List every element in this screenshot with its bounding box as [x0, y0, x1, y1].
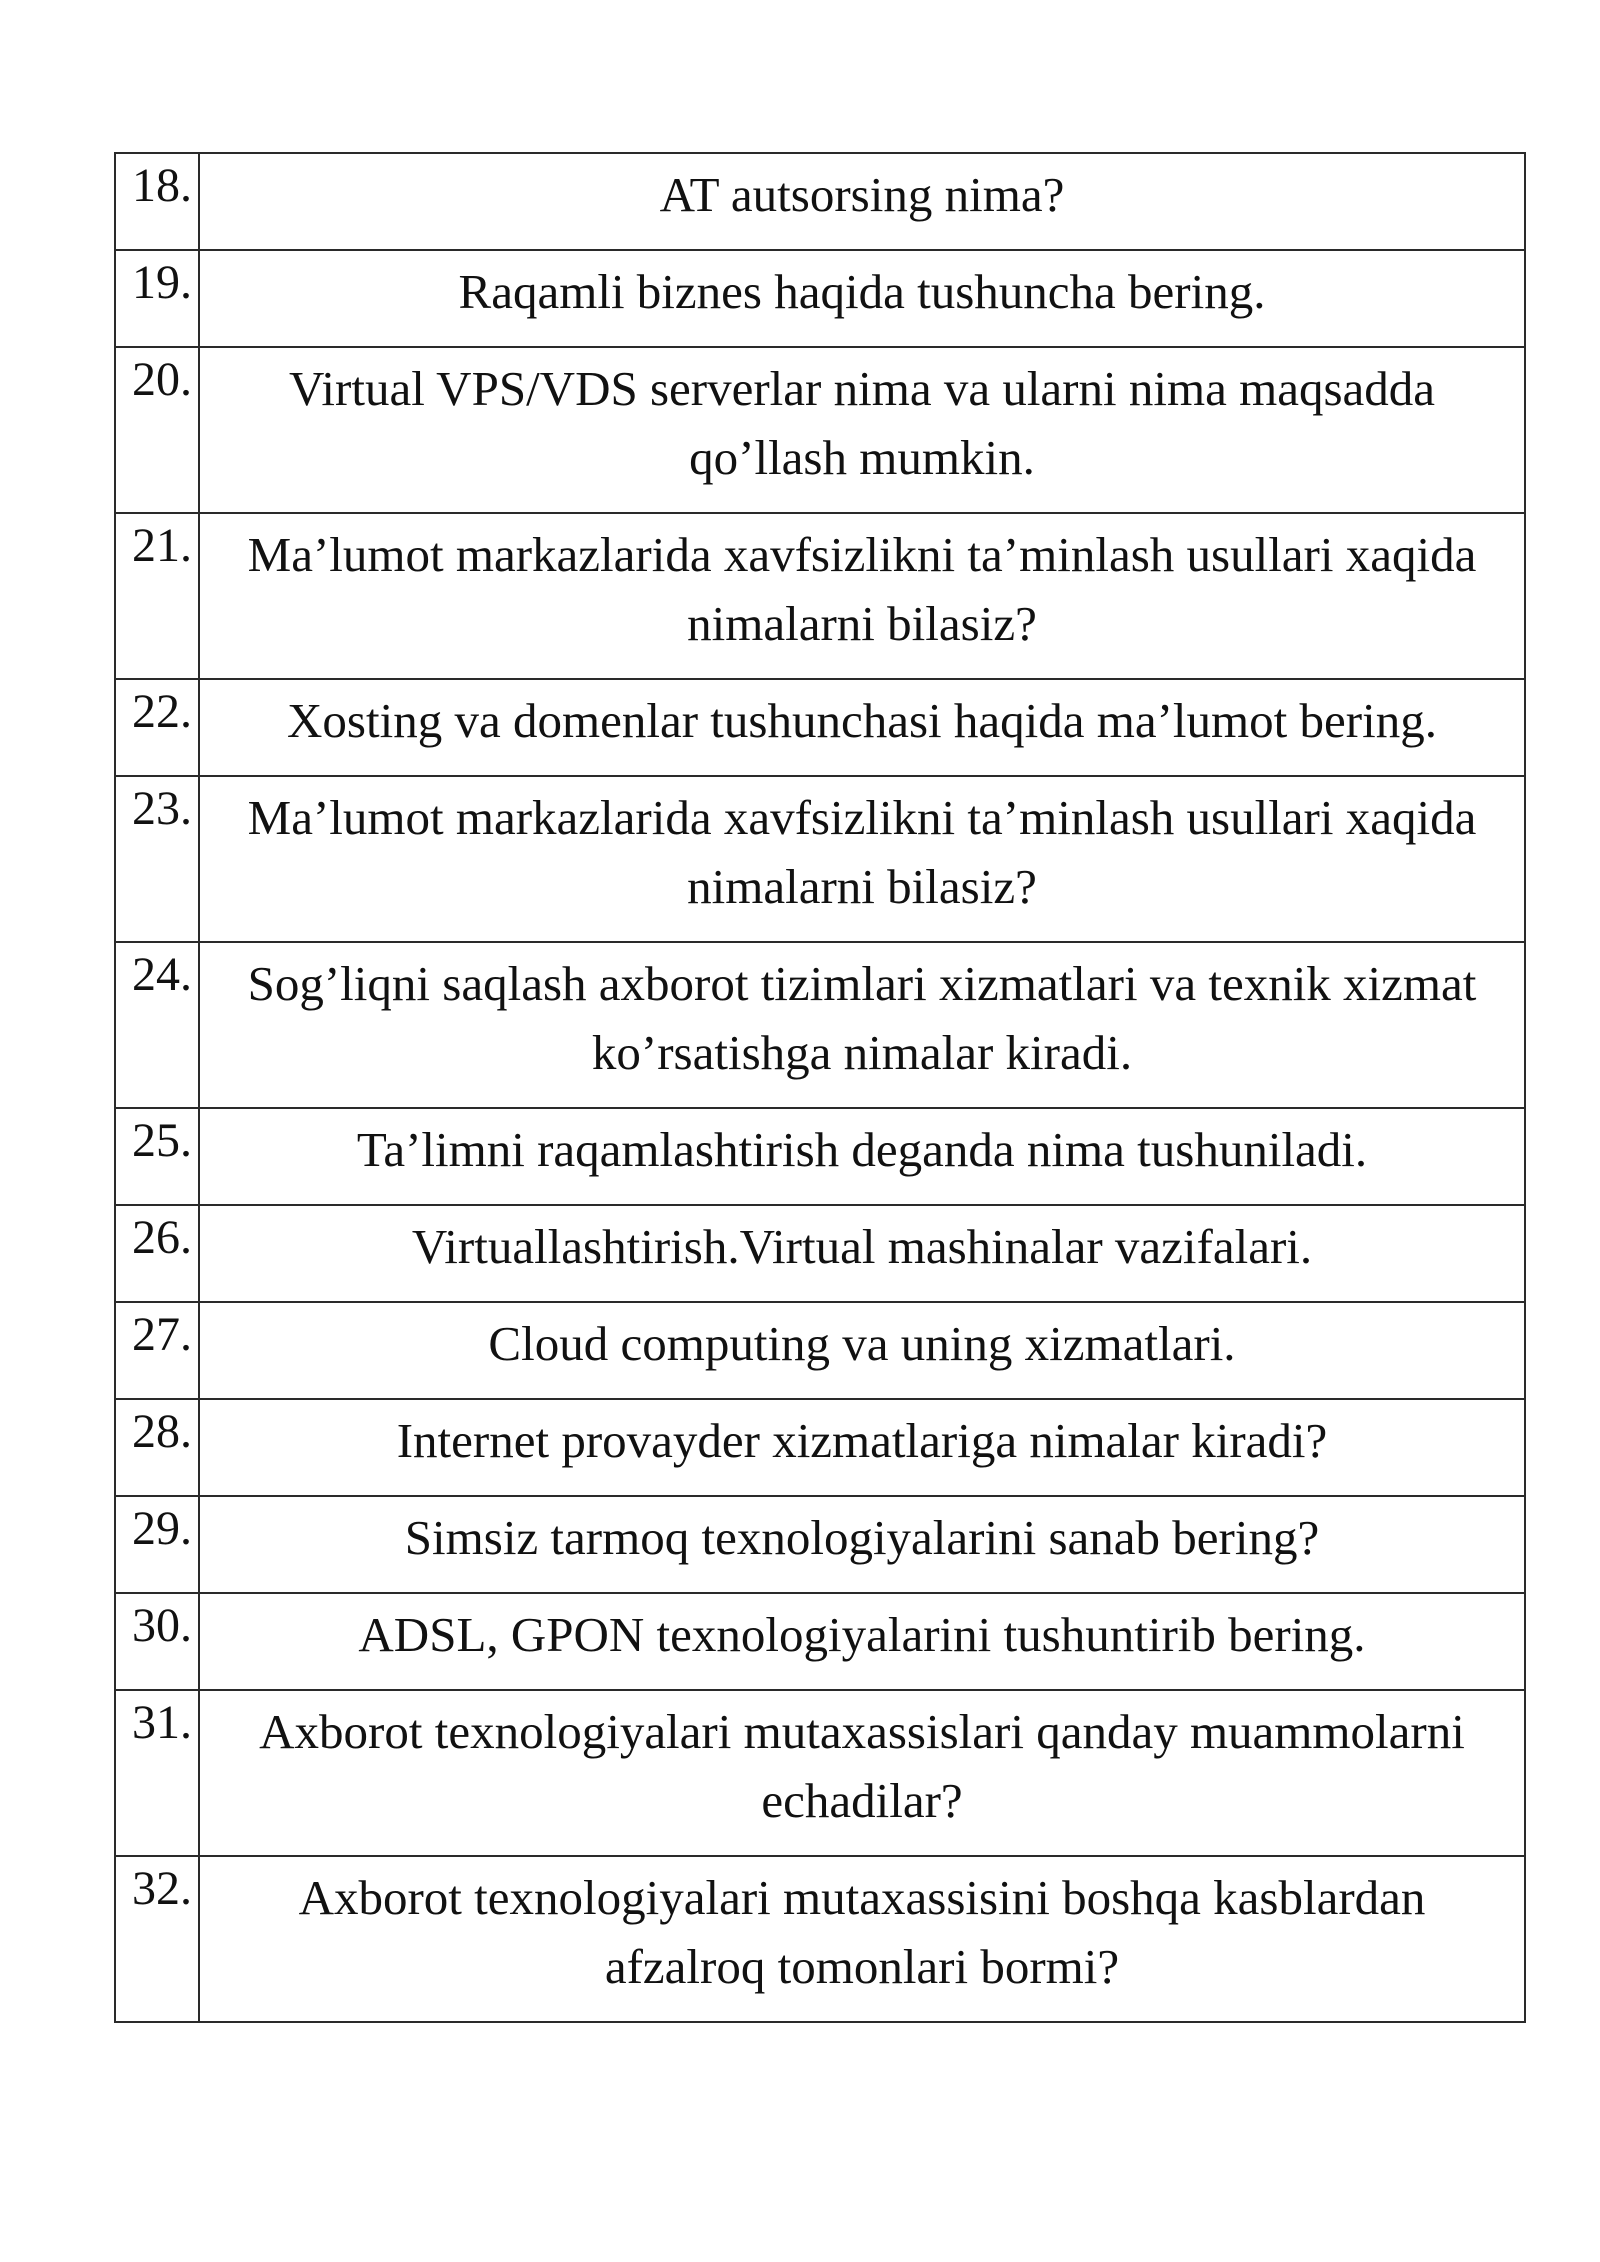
question-text: ADSL, GPON texnologiyalarini tushuntirib bering.	[199, 1593, 1525, 1690]
table-row	[115, 942, 1525, 1108]
table-row	[115, 1302, 1525, 1399]
question-number: 19.	[115, 250, 199, 347]
table-row	[115, 1856, 1525, 2022]
table-row	[115, 1108, 1525, 1205]
question-number: 30.	[115, 1593, 199, 1690]
question-number: 28.	[115, 1399, 199, 1496]
question-number: 23.	[115, 776, 199, 942]
question-number: 32.	[115, 1856, 199, 2022]
table-row	[115, 679, 1525, 776]
question-number: 22.	[115, 679, 199, 776]
question-text: Ta’limni raqamlashtirish deganda nima tushuniladi.	[199, 1108, 1525, 1205]
question-number: 31.	[115, 1690, 199, 1856]
question-number: 26.	[115, 1205, 199, 1302]
question-text: Virtuallashtirish.Virtual mashinalar vazifalari.	[199, 1205, 1525, 1302]
question-text: Axborot texnologiyalari mutaxassisini boshqa kasblardan afzalroq tomonlari bormi?	[199, 1856, 1525, 2022]
question-number: 21.	[115, 513, 199, 679]
questions-table	[114, 152, 1526, 2023]
question-number: 20.	[115, 347, 199, 513]
question-text: Simsiz tarmoq texnologiyalarini sanab bering?	[199, 1496, 1525, 1593]
question-number: 27.	[115, 1302, 199, 1399]
question-text: Virtual VPS/VDS serverlar nima va ularni nima maqsadda qo’llash mumkin.	[199, 347, 1525, 513]
question-text: Sog’liqni saqlash axborot tizimlari xizmatlari va texnik xizmat ko’rsatishga nimalar kiradi.	[199, 942, 1525, 1108]
table-row	[115, 513, 1525, 679]
question-text: Axborot texnologiyalari mutaxassislari qanday muammolarni echadilar?	[199, 1690, 1525, 1856]
question-number: 24.	[115, 942, 199, 1108]
question-text: Internet provayder xizmatlariga nimalar kiradi?	[199, 1399, 1525, 1496]
table-row	[115, 250, 1525, 347]
table-row	[115, 776, 1525, 942]
question-text: Raqamli biznes haqida tushuncha bering.	[199, 250, 1525, 347]
table-row	[115, 153, 1525, 250]
question-number: 25.	[115, 1108, 199, 1205]
table-row	[115, 1496, 1525, 1593]
question-text: Ma’lumot markazlarida xavfsizlikni ta’minlash usullari xaqida nimalarni bilasiz?	[199, 513, 1525, 679]
table-row	[115, 1593, 1525, 1690]
table-row	[115, 1399, 1525, 1496]
question-text: Cloud computing va uning xizmatlari.	[199, 1302, 1525, 1399]
question-number: 29.	[115, 1496, 199, 1593]
table-row	[115, 1690, 1525, 1856]
question-number: 18.	[115, 153, 199, 250]
question-text: AT autsorsing nima?	[199, 153, 1525, 250]
question-text: Xosting va domenlar tushunchasi haqida ma’lumot bering.	[199, 679, 1525, 776]
question-text: Ma’lumot markazlarida xavfsizlikni ta’minlash usullari xaqida nimalarni bilasiz?	[199, 776, 1525, 942]
table-row	[115, 1205, 1525, 1302]
table-row	[115, 347, 1525, 513]
